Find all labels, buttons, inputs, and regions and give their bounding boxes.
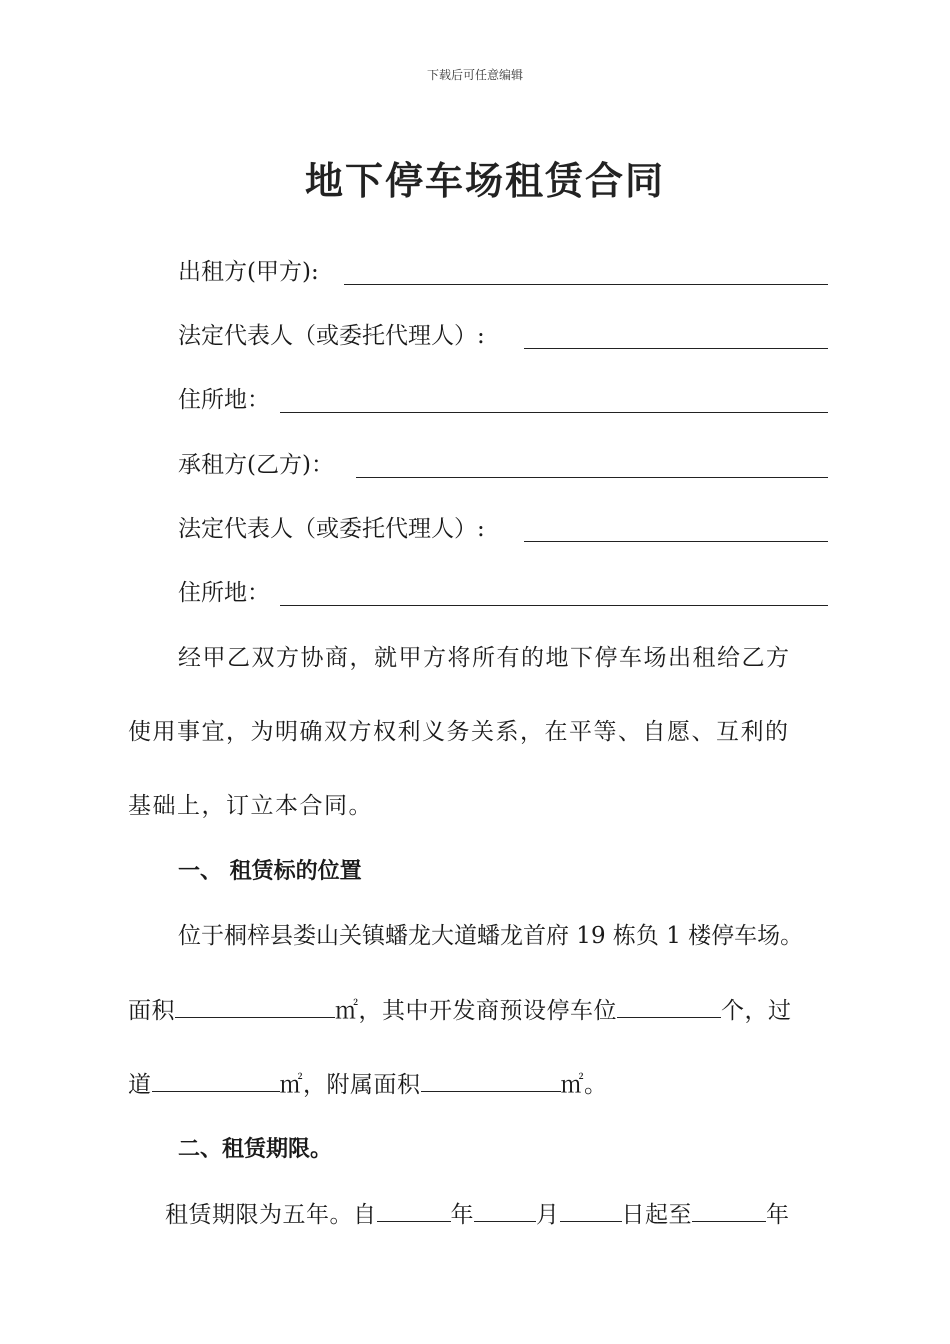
extra-unit: ㎡。 xyxy=(560,1072,608,1098)
term-prefix: 租赁期限为五年。自 xyxy=(165,1202,377,1228)
lessor-address-blank xyxy=(280,412,828,413)
lessee-rep-blank xyxy=(524,541,828,542)
lessee-address-label: 住所地： xyxy=(178,580,270,606)
aisle-unit: ㎡，附属面积 xyxy=(279,1072,421,1098)
area-unit: ㎡，其中开发商预设停车位 xyxy=(335,998,617,1024)
lessee-address-blank xyxy=(280,605,828,606)
lessee-address-field xyxy=(178,578,270,608)
area-blank xyxy=(175,995,335,1018)
aisle-blank xyxy=(152,1069,280,1092)
lessee-rep-field xyxy=(178,514,485,544)
document-title: 地下停车场租赁合同 xyxy=(304,159,665,203)
aisle-label: 道 xyxy=(128,1072,152,1098)
section-1-aisle-line xyxy=(128,1069,608,1100)
lessor-rep-field xyxy=(178,321,485,351)
day-to-label: 日起至 xyxy=(621,1202,692,1228)
year-label: 年 xyxy=(450,1202,474,1228)
intro-line-2: 使用事宜，为明确双方权利义务关系，在平等、自愿、互利的 xyxy=(128,719,790,745)
intro-line-3: 基础上，订立本合同。 xyxy=(128,793,373,819)
lessee-blank xyxy=(356,477,828,478)
start-day-blank xyxy=(560,1199,622,1222)
spaces-blank xyxy=(617,995,721,1018)
section-2-heading: 二、租赁期限。 xyxy=(178,1137,333,1162)
section-2-term-line xyxy=(165,1199,790,1230)
area-label: 面积 xyxy=(128,998,175,1024)
extra-area-blank xyxy=(421,1069,561,1092)
section-1-location: 位于桐梓县娄山关镇蟠龙大道蟠龙首府 19 栋负 1 楼停车场。 xyxy=(178,923,804,949)
end-year-blank xyxy=(692,1199,766,1222)
spaces-unit: 个，过 xyxy=(721,998,792,1024)
section-1-area-line xyxy=(128,995,792,1026)
intro-line-1: 经甲乙双方协商，就甲方将所有的地下停车场出租给乙方 xyxy=(178,645,791,671)
lessee-label: 承租方(乙方)： xyxy=(178,452,334,478)
lessee-rep-label: 法定代表人（或委托代理人）: xyxy=(178,516,485,542)
lessor-rep-blank xyxy=(524,348,828,349)
lessee-field xyxy=(178,450,334,480)
year2-label: 年 xyxy=(766,1202,790,1228)
lessor-address-label: 住所地： xyxy=(178,387,270,413)
month-label: 月 xyxy=(536,1202,560,1228)
lessor-label: 出租方(甲方): xyxy=(178,259,319,285)
lessor-rep-label: 法定代表人（或委托代理人）: xyxy=(178,323,485,349)
start-month-blank xyxy=(474,1199,536,1222)
start-year-blank xyxy=(377,1199,451,1222)
header-note: 下载后可任意编辑 xyxy=(426,68,523,82)
section-1-heading: 一、 租赁标的位置 xyxy=(178,859,362,884)
lessor-field xyxy=(178,257,319,287)
lessor-address-field xyxy=(178,385,270,415)
lessor-blank xyxy=(344,284,828,285)
